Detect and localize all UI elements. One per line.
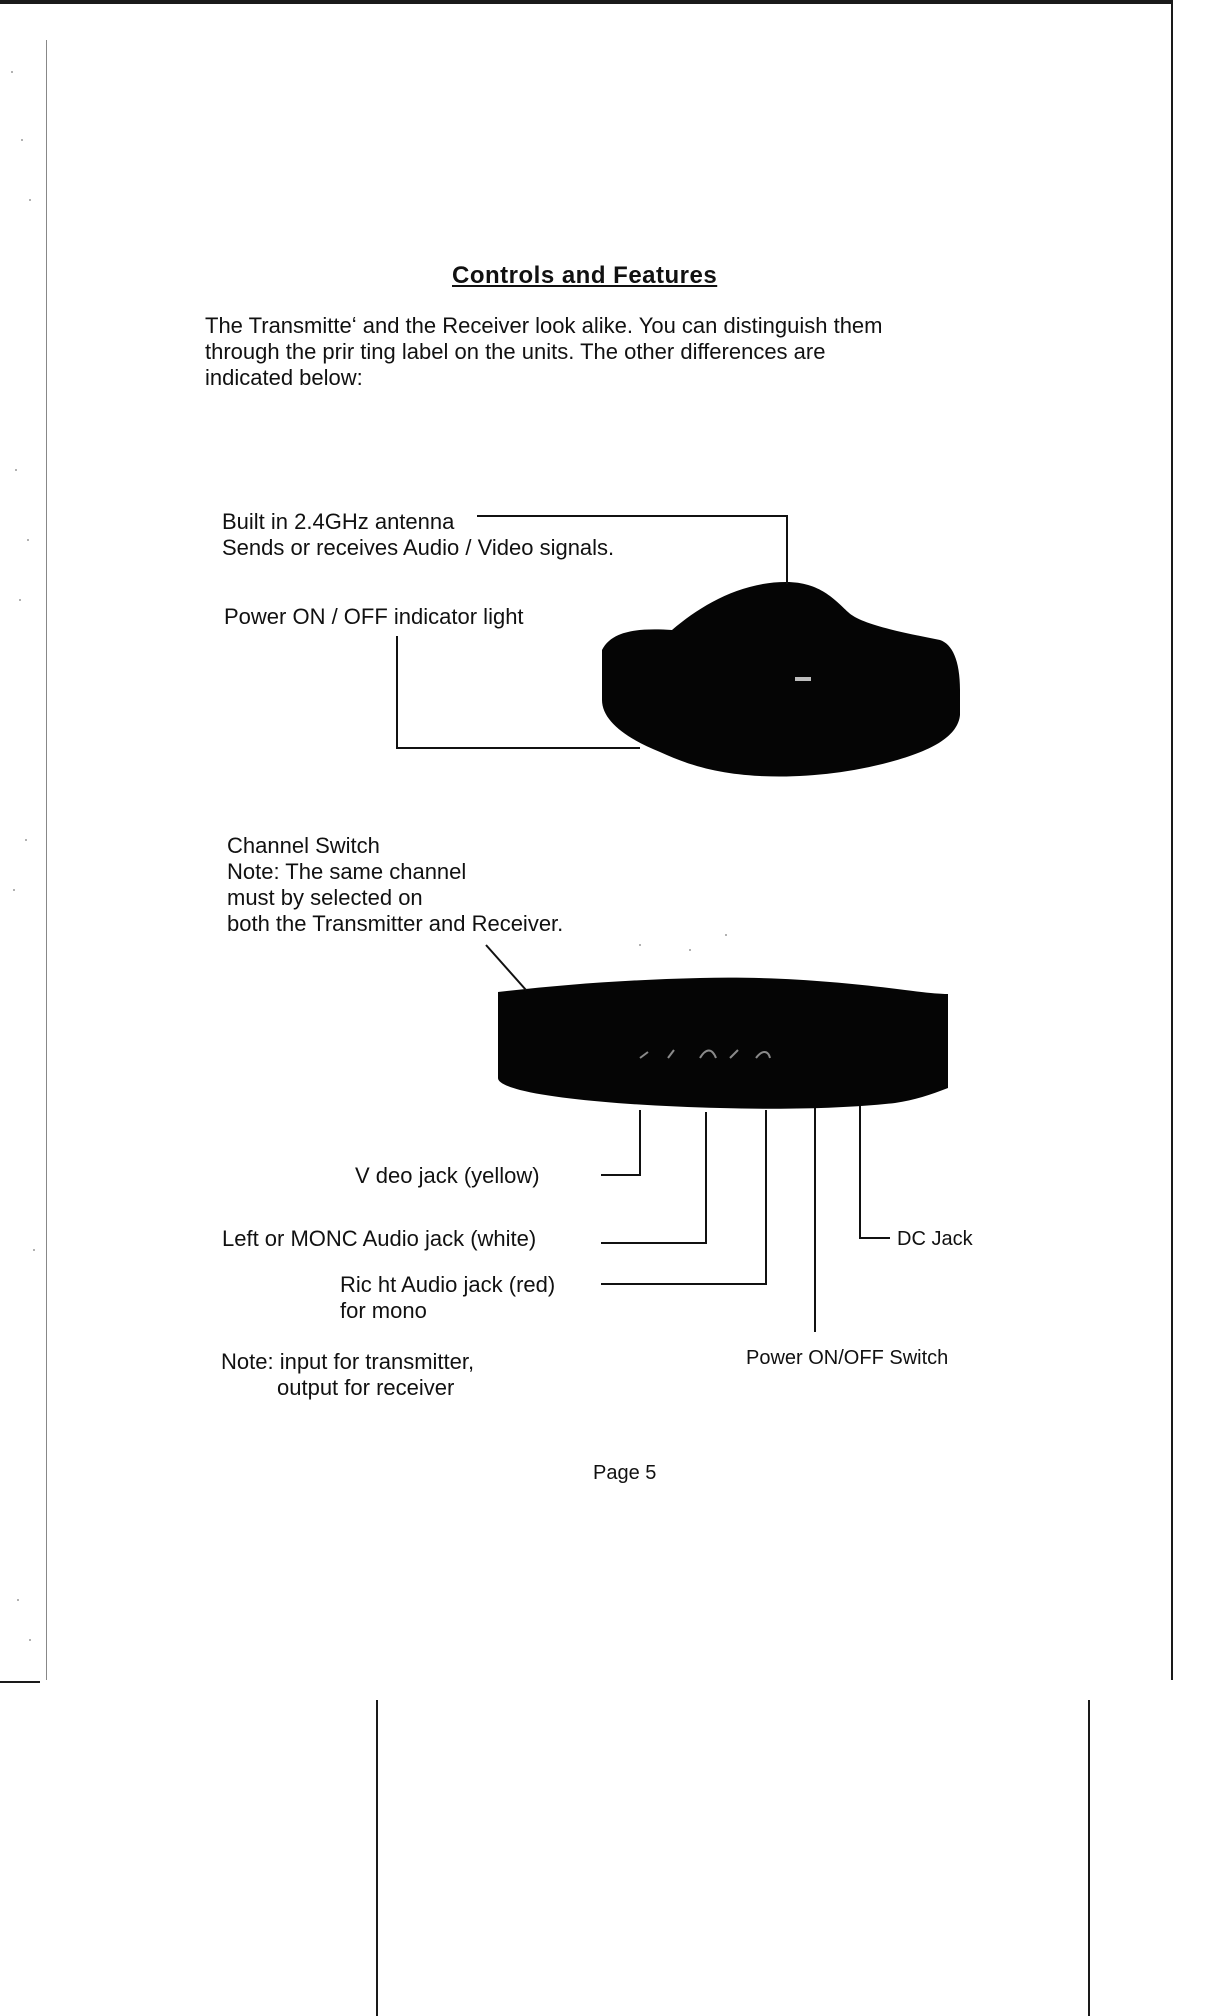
antenna-label: Built in 2.4GHz antenna (222, 509, 455, 534)
intro-line-2: through the prir ting label on the units. The other differences are (205, 339, 826, 364)
right-audio-jack-mono-label: for mono (340, 1298, 427, 1323)
speckle-3 (29, 199, 31, 201)
intro-line-1: The Transmitteʻ and the Receiver look alike. You can distinguish them (205, 313, 883, 338)
channel-switch-note-line-3: both the Transmitter and Receiver. (227, 911, 564, 936)
io-note-line-2: output for receiver (277, 1375, 455, 1400)
speckle-2 (21, 139, 23, 141)
power-switch-label: Power ON/OFF Switch (746, 1347, 949, 1369)
speckle-13 (689, 949, 691, 951)
power-indicator-light (795, 677, 811, 681)
channel-switch-label: Channel Switch (227, 833, 380, 858)
speckle-6 (19, 599, 21, 601)
page-number: Page 5 (593, 1462, 657, 1484)
video-jack-label: V deo jack (yellow) (355, 1163, 540, 1188)
speckle-14 (725, 934, 727, 936)
speckle-7 (25, 839, 27, 841)
speckle-9 (33, 1249, 35, 1251)
dc-jack-leader-line (860, 1106, 890, 1238)
dc-jack-label: DC Jack (897, 1228, 973, 1250)
right-audio-jack-leader-line (601, 1110, 766, 1284)
top-unit-device-illustration (602, 582, 960, 776)
speckle-11 (29, 1639, 31, 1641)
page-title: Controls and Features (452, 262, 718, 289)
power-indicator-label: Power ON / OFF indicator light (224, 604, 524, 629)
bottom-unit-device-illustration (498, 978, 948, 1109)
speckle-8 (13, 889, 15, 891)
speckle-10 (17, 1599, 19, 1601)
antenna-description: Sends or receives Audio / Video signals. (222, 535, 615, 560)
speckle-12 (639, 944, 641, 946)
left-audio-jack-leader-line (601, 1112, 706, 1243)
channel-switch-leader-line (486, 945, 526, 990)
speckle-5 (27, 539, 29, 541)
right-audio-jack-label: Ric ht Audio jack (red) (340, 1272, 556, 1297)
channel-switch-note-line-1: Note: The same channel (227, 859, 467, 884)
intro-line-3: indicated below: (205, 365, 363, 390)
video-jack-leader-line (601, 1110, 640, 1175)
io-note-line-1: Note: input for transmitter, (221, 1349, 475, 1374)
left-audio-jack-label: Left or MONC Audio jack (white) (222, 1226, 537, 1251)
speckle-4 (15, 469, 17, 471)
speckle-1 (11, 71, 13, 73)
channel-switch-note-line-2: must by selected on (227, 885, 423, 910)
